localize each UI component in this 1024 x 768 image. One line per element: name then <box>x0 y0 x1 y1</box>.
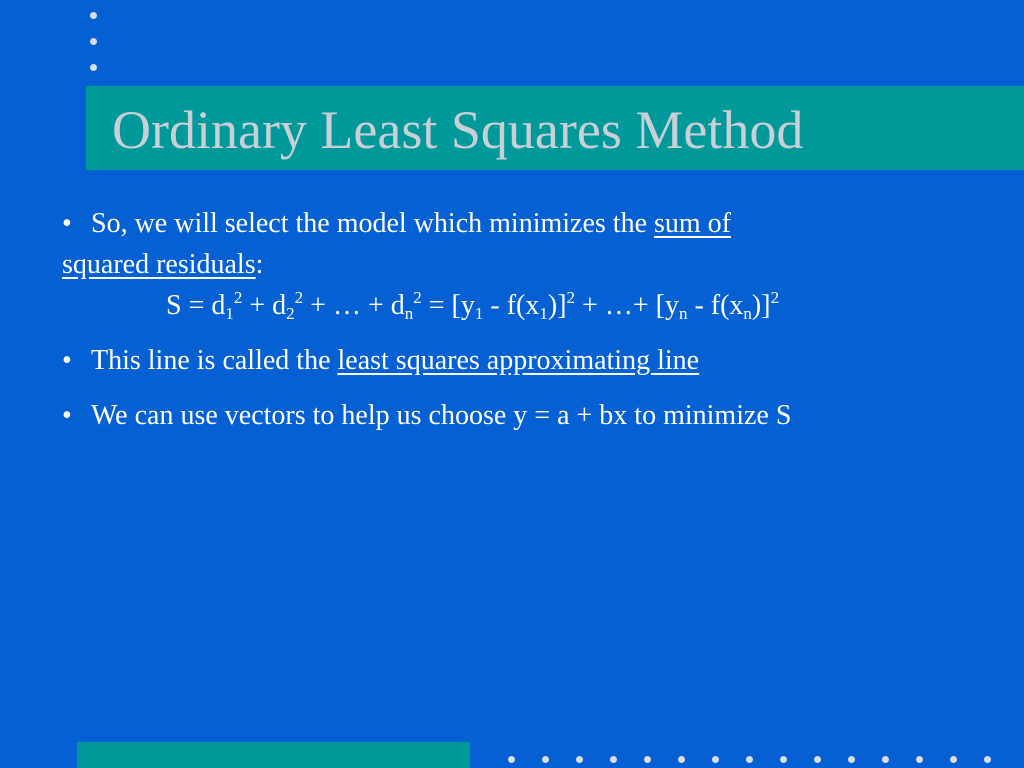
residual-sum-equation <box>62 285 1002 326</box>
bullet-text: : <box>255 249 264 280</box>
equation-subscript: n <box>404 304 414 323</box>
equation-superscript: 2 <box>413 288 422 307</box>
decorative-dot <box>610 756 617 763</box>
equation-subscript: 2 <box>286 304 295 323</box>
decorative-dot <box>90 12 97 19</box>
decorative-dot <box>916 756 923 763</box>
bullet-item <box>62 203 1002 285</box>
equation-subscript: n <box>678 304 688 323</box>
equation-text: - f(x <box>483 290 540 321</box>
decorative-dot <box>90 38 97 45</box>
decorative-dot <box>542 756 549 763</box>
underlined-term: sum of <box>654 208 731 239</box>
slide-title: Ordinary Least Squares Method <box>112 100 804 160</box>
equation-superscript: 2 <box>233 288 243 307</box>
bullet-text: We can use vectors to help us choose y = a + bx to minimize S <box>91 400 792 431</box>
decorative-dot <box>984 756 991 763</box>
bullet-text: So, we will select the model which minimizes the <box>91 208 654 239</box>
equation-text: )] <box>751 290 771 321</box>
bullet-marker: • <box>62 345 72 376</box>
equation-superscript: 2 <box>770 288 780 307</box>
equation-subscript: n <box>743 304 752 323</box>
slide-content <box>62 203 1002 436</box>
equation-subscript: 1 <box>225 304 234 323</box>
equation-subscript: 1 <box>539 304 548 323</box>
equation-text: + d <box>242 290 287 321</box>
equation-text: + … + d <box>303 290 405 321</box>
equation-text: - f(x <box>687 290 744 321</box>
equation-text: + …+ [y <box>575 290 679 321</box>
decorative-dot <box>780 756 787 763</box>
equation-superscript: 2 <box>294 288 304 307</box>
decorative-dot <box>848 756 855 763</box>
decorative-dot <box>712 756 719 763</box>
footer-band <box>77 742 470 768</box>
bullet-marker: • <box>62 400 72 431</box>
equation-text: S = d <box>166 290 226 321</box>
equation-text: )] <box>547 290 567 321</box>
decorative-dot <box>814 756 821 763</box>
underlined-term: least squares approximating line <box>337 345 700 376</box>
equation-superscript: 2 <box>566 288 576 307</box>
underlined-term: squared residuals <box>62 249 256 280</box>
decorative-dot <box>678 756 685 763</box>
decorative-dot <box>644 756 651 763</box>
bullet-text: This line is called the <box>91 345 338 376</box>
equation-text: = [y <box>421 290 475 321</box>
decorative-dot <box>508 756 515 763</box>
decorative-dot <box>746 756 753 763</box>
bullet-item <box>62 395 1002 436</box>
decorative-dot <box>576 756 583 763</box>
decorative-dot <box>882 756 889 763</box>
decorative-dot <box>950 756 957 763</box>
equation-subscript: 1 <box>474 304 484 323</box>
bullet-marker: • <box>62 208 72 239</box>
decorative-dot <box>90 64 97 71</box>
bullet-item <box>62 340 1002 381</box>
